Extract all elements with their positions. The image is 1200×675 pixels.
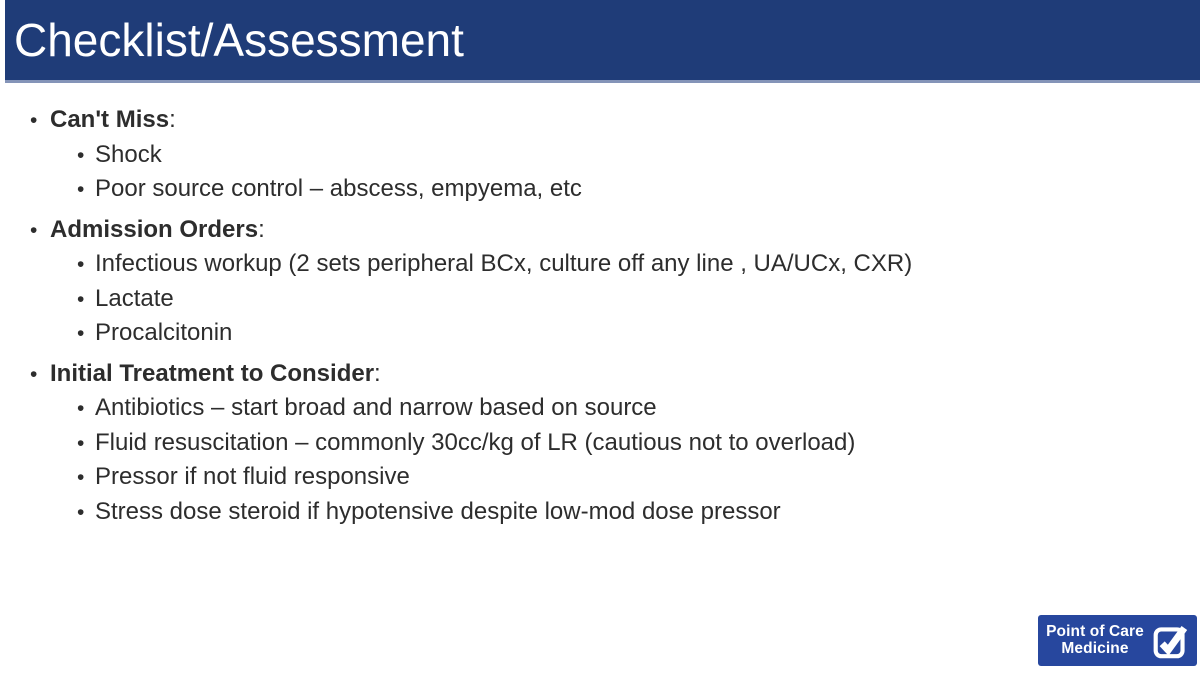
section-label-suffix: : [374, 359, 381, 387]
section-heading [22, 103, 1190, 138]
slide-title-bar [5, 0, 1200, 83]
section-label-suffix: : [169, 106, 176, 133]
bullet-item-text: Antibiotics – start broad and narrow based on source [95, 394, 657, 421]
slide-title: Checklist/Assessment [14, 14, 464, 66]
bullet-item-text: Lactate [95, 284, 174, 312]
logo-line2: Medicine [1061, 639, 1129, 657]
section-label: Can't Miss [50, 106, 170, 133]
bullet-icon: • [30, 109, 38, 132]
logo-line1: Point of Care [1046, 623, 1144, 640]
bullet-icon: • [77, 178, 85, 201]
bullet-item [22, 426, 1190, 461]
bullet-icon: • [30, 362, 38, 386]
bullet-item [22, 282, 1190, 317]
bullet-item-text: Fluid resuscitation – commonly 30cc/kg of LR (cautious not to overload) [95, 428, 856, 456]
checkbox-check-icon [1152, 622, 1189, 659]
bullet-item-text: Shock [95, 140, 162, 168]
logo-text [1046, 624, 1144, 657]
bullet-item [22, 391, 1190, 426]
bullet-icon: • [30, 218, 38, 242]
point-of-care-medicine-logo [1038, 615, 1197, 666]
bullet-item [22, 172, 1190, 207]
section-heading [22, 213, 1190, 248]
section-label: Initial Treatment to Consider [50, 359, 375, 387]
bullet-item [22, 247, 1190, 282]
bullet-section [22, 357, 1190, 530]
bullet-section [22, 103, 1190, 207]
bullet-item-text: Stress dose steroid if hypotensive despite low-mod dose pressor [95, 497, 781, 525]
bullet-icon: • [77, 287, 85, 311]
bullet-icon: • [77, 253, 85, 276]
bullet-icon: • [77, 322, 85, 345]
bullet-item-text: Pressor if not fluid responsive [95, 463, 410, 490]
section-heading [22, 357, 1190, 392]
bullet-item-text: Infectious workup (2 sets peripheral BCx, culture off any line , UA/UCx, CXR) [95, 250, 913, 277]
slide-body [22, 103, 1190, 529]
bullet-item [22, 495, 1190, 530]
bullet-icon: • [77, 143, 85, 167]
bullet-icon: • [77, 466, 85, 489]
section-label: Admission Orders [50, 215, 259, 243]
bullet-item [22, 316, 1190, 351]
bullet-item-text: Poor source control – abscess, empyema, etc [95, 175, 582, 202]
bullet-item [22, 138, 1190, 173]
section-label-suffix: : [258, 215, 265, 243]
bullet-item [22, 460, 1190, 495]
bullet-item-text: Procalcitonin [95, 319, 233, 346]
bullet-icon: • [77, 397, 85, 420]
bullet-icon: • [77, 431, 85, 455]
bullet-icon: • [77, 500, 85, 524]
bullet-section [22, 213, 1190, 351]
